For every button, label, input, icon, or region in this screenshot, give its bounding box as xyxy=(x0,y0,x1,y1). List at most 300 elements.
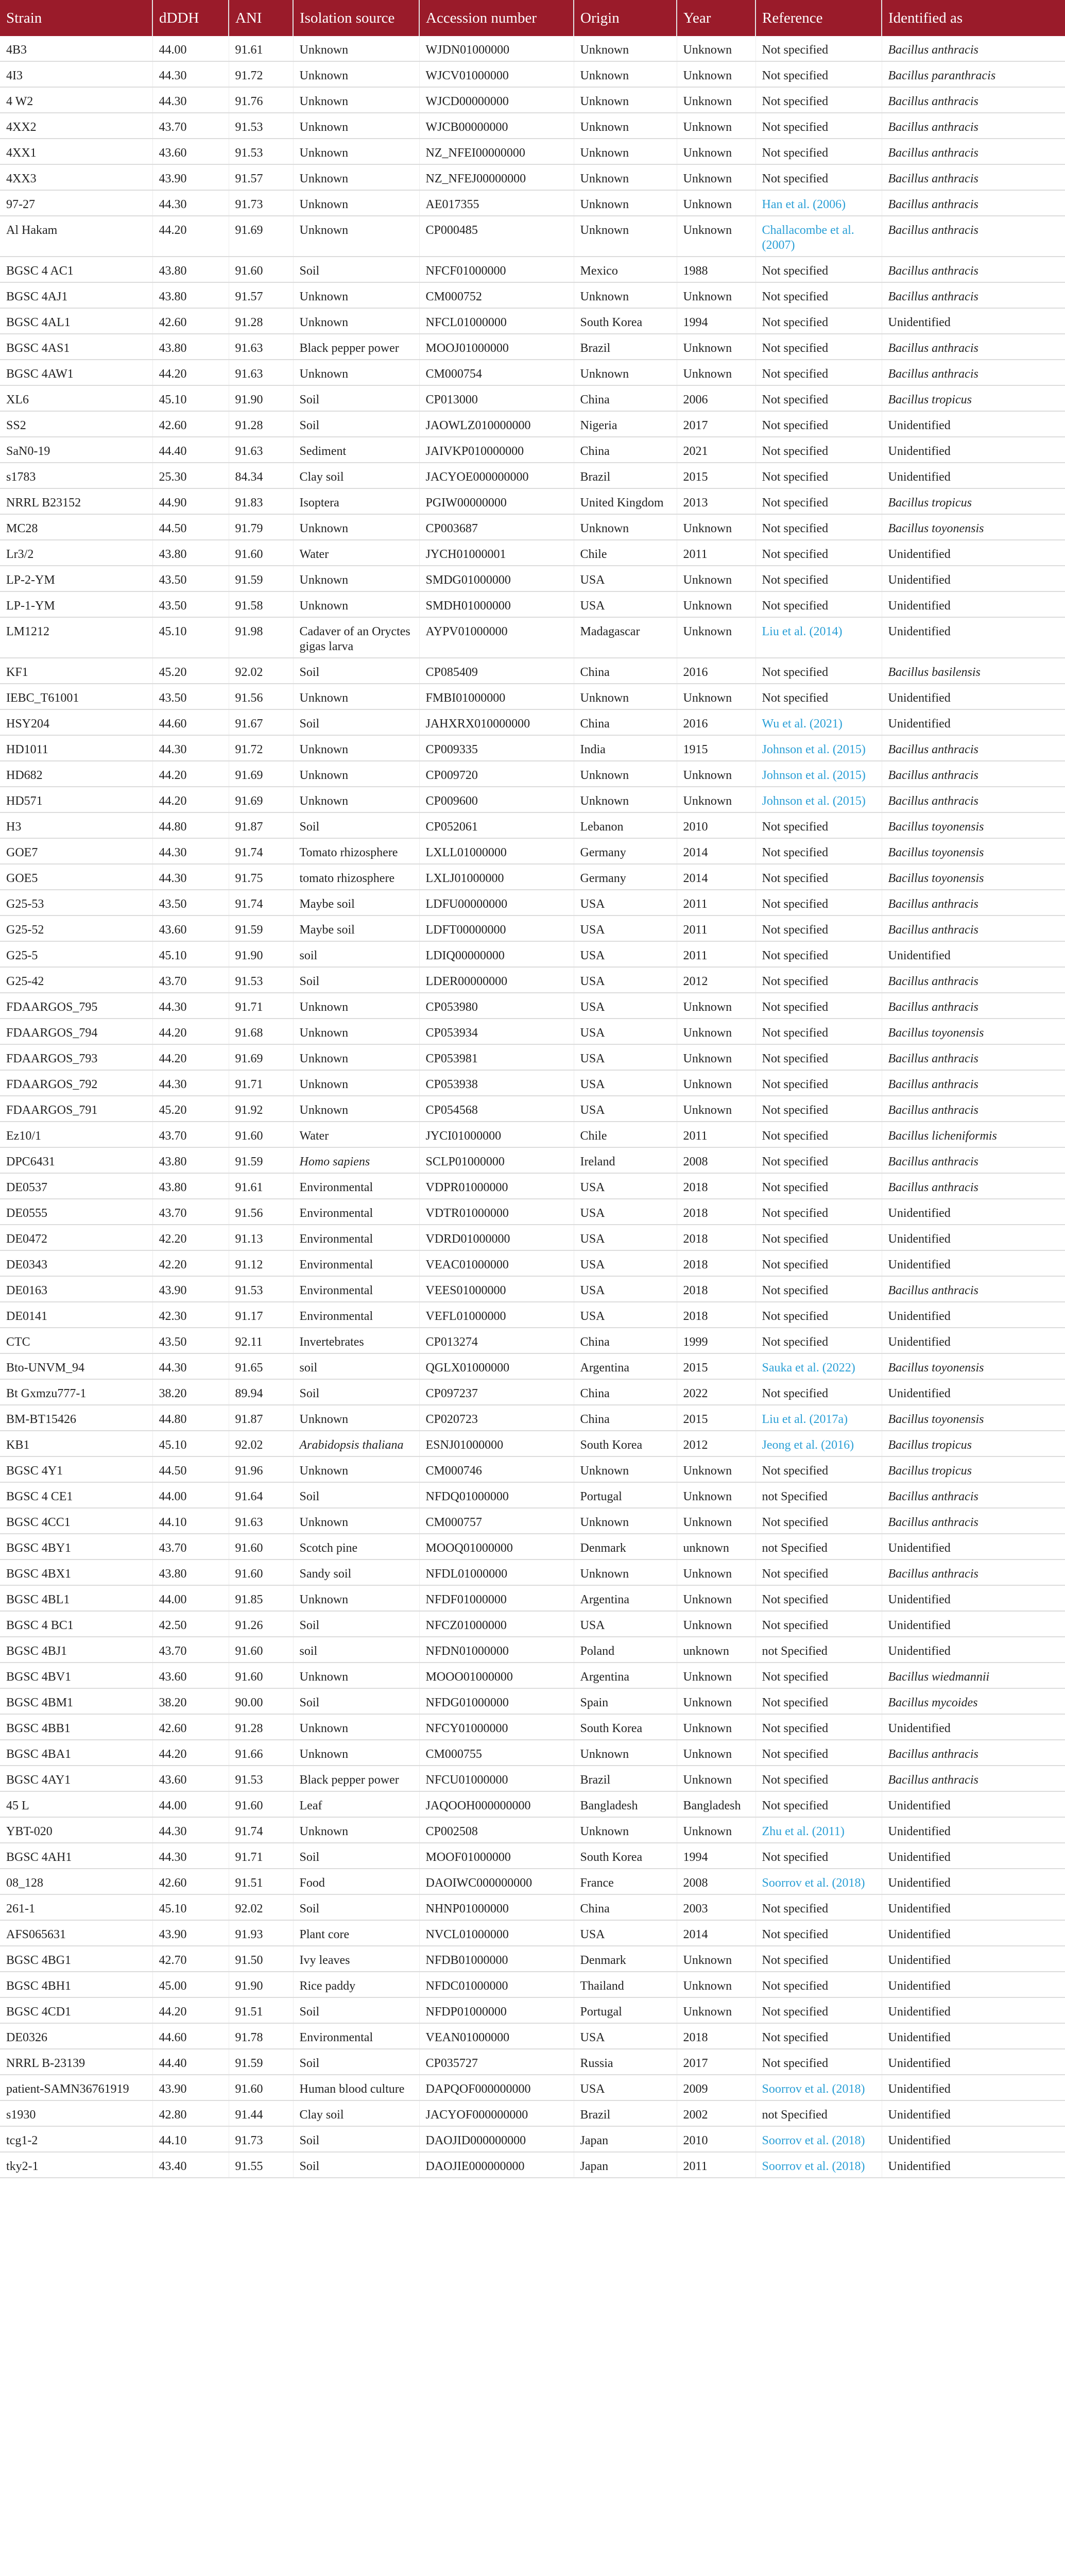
cell-ani: 91.75 xyxy=(229,864,293,890)
cell-strain: G25-52 xyxy=(0,916,152,941)
table-row xyxy=(0,1044,1065,1070)
table-row xyxy=(0,1611,1065,1637)
cell-reference: Not specified xyxy=(755,2049,882,2075)
cell-ani: 91.53 xyxy=(229,967,293,993)
cell-identified-as: Bacillus anthracis xyxy=(882,993,1065,1019)
cell-dddh: 44.40 xyxy=(152,437,229,463)
cell-origin: Nigeria xyxy=(574,411,677,437)
cell-dddh: 43.50 xyxy=(152,566,229,591)
cell-strain: G25-53 xyxy=(0,890,152,916)
table-row xyxy=(0,1250,1065,1276)
cell-origin: USA xyxy=(574,1920,677,1946)
cell-year: 1915 xyxy=(677,735,755,761)
cell-origin: Madagascar xyxy=(574,617,677,658)
cell-reference: Not specified xyxy=(755,1122,882,1147)
table-row xyxy=(0,1946,1065,1972)
cell-isolation-source: Unknown xyxy=(293,87,419,113)
cell-origin: Germany xyxy=(574,838,677,864)
table-row xyxy=(0,1585,1065,1611)
cell-ani: 91.28 xyxy=(229,411,293,437)
cell-ani: 91.69 xyxy=(229,1044,293,1070)
cell-identified-as: Bacillus anthracis xyxy=(882,36,1065,61)
table-row xyxy=(0,1405,1065,1431)
cell-ani: 84.34 xyxy=(229,463,293,488)
cell-identified-as: Bacillus anthracis xyxy=(882,1740,1065,1766)
cell-reference[interactable]: Jeong et al. (2016) xyxy=(755,1431,882,1456)
cell-accession-number: LDFT00000000 xyxy=(419,916,574,941)
cell-accession-number: NFDP01000000 xyxy=(419,1997,574,2023)
cell-identified-as: Bacillus anthracis xyxy=(882,139,1065,164)
cell-reference[interactable]: Soorrov et al. (2018) xyxy=(755,1869,882,1894)
cell-reference: Not specified xyxy=(755,658,882,684)
cell-origin: China xyxy=(574,658,677,684)
cell-origin: USA xyxy=(574,1611,677,1637)
cell-identified-as: Unidentified xyxy=(882,941,1065,967)
cell-isolation-source: Unknown xyxy=(293,1663,419,1688)
cell-ani: 91.44 xyxy=(229,2100,293,2126)
cell-year: Unknown xyxy=(677,36,755,61)
cell-origin: China xyxy=(574,1894,677,1920)
cell-isolation-source: Invertebrates xyxy=(293,1328,419,1353)
cell-reference[interactable]: Zhu et al. (2011) xyxy=(755,1817,882,1843)
cell-year: Unknown xyxy=(677,164,755,190)
cell-dddh: 44.80 xyxy=(152,1405,229,1431)
cell-origin: Unknown xyxy=(574,360,677,385)
cell-identified-as: Bacillus anthracis xyxy=(882,1560,1065,1585)
cell-identified-as: Bacillus toyonensis xyxy=(882,514,1065,540)
cell-accession-number: CM000746 xyxy=(419,1456,574,1482)
cell-origin: Unknown xyxy=(574,1740,677,1766)
cell-isolation-source: Unknown xyxy=(293,1044,419,1070)
cell-reference: Not specified xyxy=(755,1560,882,1585)
cell-origin: USA xyxy=(574,1019,677,1044)
cell-strain: NRRL B23152 xyxy=(0,488,152,514)
cell-dddh: 43.70 xyxy=(152,1637,229,1663)
cell-accession-number: MOOF01000000 xyxy=(419,1843,574,1869)
cell-reference: Not specified xyxy=(755,1070,882,1096)
cell-strain: BGSC 4BX1 xyxy=(0,1560,152,1585)
cell-identified-as: Unidentified xyxy=(882,540,1065,566)
cell-ani: 91.74 xyxy=(229,838,293,864)
cell-identified-as: Bacillus anthracis xyxy=(882,1766,1065,1791)
cell-ani: 91.28 xyxy=(229,308,293,334)
table-row xyxy=(0,463,1065,488)
cell-dddh: 43.50 xyxy=(152,684,229,709)
cell-ani: 91.79 xyxy=(229,514,293,540)
cell-origin: Germany xyxy=(574,864,677,890)
cell-origin: India xyxy=(574,735,677,761)
cell-dddh: 44.80 xyxy=(152,812,229,838)
cell-reference[interactable]: Han et al. (2006) xyxy=(755,190,882,216)
cell-dddh: 38.20 xyxy=(152,1379,229,1405)
cell-isolation-source: Unknown xyxy=(293,566,419,591)
cell-origin: USA xyxy=(574,1225,677,1250)
table-row xyxy=(0,282,1065,308)
cell-origin: Argentina xyxy=(574,1663,677,1688)
cell-isolation-source: Environmental xyxy=(293,1225,419,1250)
cell-strain: KF1 xyxy=(0,658,152,684)
cell-ani: 91.17 xyxy=(229,1302,293,1328)
cell-identified-as: Bacillus anthracis xyxy=(882,890,1065,916)
cell-reference[interactable]: Soorrov et al. (2018) xyxy=(755,2152,882,2178)
cell-ani: 92.11 xyxy=(229,1328,293,1353)
cell-isolation-source: Unknown xyxy=(293,282,419,308)
cell-reference[interactable]: Johnson et al. (2015) xyxy=(755,735,882,761)
cell-strain: 4I3 xyxy=(0,61,152,87)
cell-strain: BGSC 4 AC1 xyxy=(0,257,152,282)
cell-accession-number: CP053981 xyxy=(419,1044,574,1070)
cell-origin: Lebanon xyxy=(574,812,677,838)
cell-reference[interactable]: Johnson et al. (2015) xyxy=(755,761,882,787)
cell-strain: BGSC 4BM1 xyxy=(0,1688,152,1714)
cell-reference: Not specified xyxy=(755,139,882,164)
cell-origin: Unknown xyxy=(574,113,677,139)
cell-identified-as: Bacillus toyonensis xyxy=(882,864,1065,890)
cell-ani: 91.63 xyxy=(229,1508,293,1534)
cell-reference: Not specified xyxy=(755,864,882,890)
cell-ani: 91.92 xyxy=(229,1096,293,1122)
cell-year: Unknown xyxy=(677,1817,755,1843)
cell-identified-as: Unidentified xyxy=(882,1894,1065,1920)
cell-strain: BGSC 4BG1 xyxy=(0,1946,152,1972)
cell-identified-as: Bacillus toyonensis xyxy=(882,1019,1065,1044)
cell-strain: G25-42 xyxy=(0,967,152,993)
cell-accession-number: CP009600 xyxy=(419,787,574,812)
cell-strain: DE0326 xyxy=(0,2023,152,2049)
cell-reference: Not specified xyxy=(755,1044,882,1070)
table-row xyxy=(0,2100,1065,2126)
cell-strain: BGSC 4BJ1 xyxy=(0,1637,152,1663)
cell-year: 2022 xyxy=(677,1379,755,1405)
cell-reference: Not specified xyxy=(755,87,882,113)
cell-year: 2014 xyxy=(677,838,755,864)
table-row xyxy=(0,1869,1065,1894)
cell-year: Unknown xyxy=(677,1019,755,1044)
cell-strain: Lr3/2 xyxy=(0,540,152,566)
cell-ani: 91.85 xyxy=(229,1585,293,1611)
table-row xyxy=(0,1688,1065,1714)
cell-dddh: 44.30 xyxy=(152,735,229,761)
table-row xyxy=(0,941,1065,967)
cell-dddh: 43.70 xyxy=(152,1534,229,1560)
cell-year: Unknown xyxy=(677,1714,755,1740)
table-row xyxy=(0,591,1065,617)
table-row xyxy=(0,1019,1065,1044)
cell-ani: 92.02 xyxy=(229,1894,293,1920)
cell-isolation-source: Environmental xyxy=(293,1199,419,1225)
cell-identified-as: Unidentified xyxy=(882,709,1065,735)
cell-reference: Not specified xyxy=(755,684,882,709)
cell-strain: 4 W2 xyxy=(0,87,152,113)
cell-reference: Not specified xyxy=(755,1946,882,1972)
cell-origin: South Korea xyxy=(574,1714,677,1740)
cell-origin: Unknown xyxy=(574,61,677,87)
cell-accession-number: AYPV01000000 xyxy=(419,617,574,658)
cell-accession-number: JYCH01000001 xyxy=(419,540,574,566)
cell-dddh: 42.60 xyxy=(152,411,229,437)
table-row xyxy=(0,2049,1065,2075)
cell-origin: Unknown xyxy=(574,1560,677,1585)
cell-reference[interactable]: Soorrov et al. (2018) xyxy=(755,2075,882,2100)
cell-dddh: 42.60 xyxy=(152,1869,229,1894)
cell-strain: HSY204 xyxy=(0,709,152,735)
cell-origin: United Kingdom xyxy=(574,488,677,514)
cell-identified-as: Unidentified xyxy=(882,463,1065,488)
cell-reference[interactable]: Liu et al. (2017a) xyxy=(755,1405,882,1431)
cell-ani: 91.50 xyxy=(229,1946,293,1972)
table-row xyxy=(0,1353,1065,1379)
cell-dddh: 44.00 xyxy=(152,36,229,61)
cell-accession-number: CP097237 xyxy=(419,1379,574,1405)
cell-strain: G25-5 xyxy=(0,941,152,967)
cell-reference: Not specified xyxy=(755,838,882,864)
cell-accession-number: LXLJ01000000 xyxy=(419,864,574,890)
cell-reference: Not specified xyxy=(755,1766,882,1791)
cell-dddh: 45.20 xyxy=(152,658,229,684)
cell-year: Unknown xyxy=(677,113,755,139)
cell-year: 2018 xyxy=(677,1225,755,1250)
cell-reference[interactable]: Soorrov et al. (2018) xyxy=(755,2126,882,2152)
cell-strain: LP-2-YM xyxy=(0,566,152,591)
cell-origin: Thailand xyxy=(574,1972,677,1997)
cell-isolation-source: Black pepper power xyxy=(293,1766,419,1791)
cell-reference: Not specified xyxy=(755,1225,882,1250)
cell-accession-number: JACYOE000000000 xyxy=(419,463,574,488)
cell-ani: 91.63 xyxy=(229,437,293,463)
cell-isolation-source: Maybe soil xyxy=(293,916,419,941)
cell-strain: MC28 xyxy=(0,514,152,540)
cell-ani: 91.90 xyxy=(229,1972,293,1997)
cell-dddh: 45.00 xyxy=(152,1972,229,1997)
cell-strain: SaN0-19 xyxy=(0,437,152,463)
cell-isolation-source: Sediment xyxy=(293,437,419,463)
table-row xyxy=(0,164,1065,190)
cell-accession-number: VDPR01000000 xyxy=(419,1173,574,1199)
cell-reference: Not specified xyxy=(755,488,882,514)
cell-reference: Not specified xyxy=(755,36,882,61)
cell-identified-as: Unidentified xyxy=(882,1379,1065,1405)
cell-isolation-source: Environmental xyxy=(293,1250,419,1276)
cell-strain: BGSC 4 BC1 xyxy=(0,1611,152,1637)
cell-isolation-source: Unknown xyxy=(293,113,419,139)
cell-dddh: 44.30 xyxy=(152,87,229,113)
table-row xyxy=(0,1714,1065,1740)
cell-accession-number: CM000754 xyxy=(419,360,574,385)
cell-identified-as: Bacillus anthracis xyxy=(882,1508,1065,1534)
cell-strain: BGSC 4BH1 xyxy=(0,1972,152,1997)
cell-year: Unknown xyxy=(677,1096,755,1122)
cell-isolation-source: Unknown xyxy=(293,591,419,617)
cell-reference: Not specified xyxy=(755,61,882,87)
cell-year: Unknown xyxy=(677,1946,755,1972)
cell-reference: Not specified xyxy=(755,1663,882,1688)
cell-accession-number: FMBI01000000 xyxy=(419,684,574,709)
cell-year: Unknown xyxy=(677,617,755,658)
cell-origin: Brazil xyxy=(574,2100,677,2126)
cell-origin: USA xyxy=(574,1044,677,1070)
cell-isolation-source: tomato rhizosphere xyxy=(293,864,419,890)
table-row xyxy=(0,1843,1065,1869)
cell-identified-as: Unidentified xyxy=(882,1920,1065,1946)
cell-identified-as: Unidentified xyxy=(882,1302,1065,1328)
cell-ani: 91.58 xyxy=(229,591,293,617)
cell-strain: DE0343 xyxy=(0,1250,152,1276)
cell-dddh: 43.60 xyxy=(152,916,229,941)
cell-strain: tky2-1 xyxy=(0,2152,152,2178)
cell-isolation-source: Soil xyxy=(293,257,419,282)
cell-year: Unknown xyxy=(677,1766,755,1791)
cell-ani: 91.69 xyxy=(229,216,293,257)
header-row xyxy=(0,0,1065,36)
cell-isolation-source: Soil xyxy=(293,1843,419,1869)
table-row xyxy=(0,864,1065,890)
cell-strain: BGSC 4CD1 xyxy=(0,1997,152,2023)
cell-isolation-source: Unknown xyxy=(293,216,419,257)
cell-ani: 91.60 xyxy=(229,1637,293,1663)
cell-strain: FDAARGOS_791 xyxy=(0,1096,152,1122)
cell-dddh: 45.10 xyxy=(152,1431,229,1456)
cell-origin: China xyxy=(574,1405,677,1431)
cell-reference: Not specified xyxy=(755,812,882,838)
cell-reference: Not specified xyxy=(755,1688,882,1714)
cell-strain: BGSC 4AW1 xyxy=(0,360,152,385)
cell-ani: 91.68 xyxy=(229,1019,293,1044)
cell-year: Unknown xyxy=(677,61,755,87)
cell-identified-as: Bacillus anthracis xyxy=(882,360,1065,385)
header-year: Year xyxy=(677,0,755,36)
cell-ani: 91.51 xyxy=(229,1997,293,2023)
cell-origin: Portugal xyxy=(574,1482,677,1508)
cell-dddh: 44.40 xyxy=(152,2049,229,2075)
cell-origin: Unknown xyxy=(574,514,677,540)
cell-year: Unknown xyxy=(677,1740,755,1766)
cell-isolation-source: Environmental xyxy=(293,1173,419,1199)
cell-identified-as: Bacillus anthracis xyxy=(882,761,1065,787)
cell-isolation-source: Unknown xyxy=(293,1405,419,1431)
cell-isolation-source: Unknown xyxy=(293,787,419,812)
cell-reference: Not specified xyxy=(755,1173,882,1199)
cell-isolation-source: Rice paddy xyxy=(293,1972,419,1997)
cell-dddh: 43.80 xyxy=(152,540,229,566)
cell-strain: SS2 xyxy=(0,411,152,437)
cell-year: Unknown xyxy=(677,787,755,812)
cell-dddh: 43.80 xyxy=(152,334,229,360)
cell-origin: USA xyxy=(574,1302,677,1328)
cell-reference[interactable]: Johnson et al. (2015) xyxy=(755,787,882,812)
cell-reference: Not specified xyxy=(755,113,882,139)
cell-year: 2018 xyxy=(677,1173,755,1199)
cell-reference: Not specified xyxy=(755,890,882,916)
cell-strain: 4XX2 xyxy=(0,113,152,139)
cell-reference: Not specified xyxy=(755,1611,882,1637)
cell-isolation-source: Unknown xyxy=(293,1070,419,1096)
table-row xyxy=(0,1997,1065,2023)
cell-dddh: 42.80 xyxy=(152,2100,229,2126)
cell-accession-number: QGLX01000000 xyxy=(419,1353,574,1379)
cell-ani: 91.78 xyxy=(229,2023,293,2049)
cell-dddh: 43.90 xyxy=(152,164,229,190)
cell-year: 2010 xyxy=(677,812,755,838)
table-row xyxy=(0,488,1065,514)
cell-accession-number: LDER00000000 xyxy=(419,967,574,993)
table-row xyxy=(0,360,1065,385)
cell-dddh: 44.10 xyxy=(152,1508,229,1534)
cell-reference[interactable]: Wu et al. (2021) xyxy=(755,709,882,735)
table-row xyxy=(0,761,1065,787)
cell-reference[interactable]: Liu et al. (2014) xyxy=(755,617,882,658)
cell-dddh: 43.60 xyxy=(152,1663,229,1688)
cell-origin: China xyxy=(574,709,677,735)
cell-isolation-source: Ivy leaves xyxy=(293,1946,419,1972)
cell-year: 2014 xyxy=(677,1920,755,1946)
cell-identified-as: Bacillus anthracis xyxy=(882,967,1065,993)
cell-ani: 91.55 xyxy=(229,2152,293,2178)
cell-dddh: 43.70 xyxy=(152,113,229,139)
table-row xyxy=(0,514,1065,540)
cell-isolation-source: Soil xyxy=(293,709,419,735)
cell-strain: BGSC 4BA1 xyxy=(0,1740,152,1766)
cell-reference: Not specified xyxy=(755,1147,882,1173)
cell-origin: Argentina xyxy=(574,1353,677,1379)
cell-isolation-source: Soil xyxy=(293,2049,419,2075)
cell-reference[interactable]: Challacombe et al. (2007) xyxy=(755,216,882,257)
cell-accession-number: NFCU01000000 xyxy=(419,1766,574,1791)
cell-accession-number: SMDH01000000 xyxy=(419,591,574,617)
cell-accession-number: NFCL01000000 xyxy=(419,308,574,334)
table-row xyxy=(0,1817,1065,1843)
cell-reference: Not specified xyxy=(755,1740,882,1766)
cell-identified-as: Unidentified xyxy=(882,437,1065,463)
cell-isolation-source: Soil xyxy=(293,411,419,437)
cell-dddh: 43.80 xyxy=(152,1147,229,1173)
cell-accession-number: CP013000 xyxy=(419,385,574,411)
cell-reference: Not specified xyxy=(755,282,882,308)
table-row xyxy=(0,1122,1065,1147)
cell-isolation-source: Cadaver of an Oryctes gigas larva xyxy=(293,617,419,658)
cell-dddh: 42.20 xyxy=(152,1225,229,1250)
cell-ani: 91.74 xyxy=(229,1817,293,1843)
cell-accession-number: DAOJID000000000 xyxy=(419,2126,574,2152)
cell-isolation-source: Isoptera xyxy=(293,488,419,514)
cell-accession-number: NFDN01000000 xyxy=(419,1637,574,1663)
cell-reference[interactable]: Sauka et al. (2022) xyxy=(755,1353,882,1379)
cell-strain: BGSC 4Y1 xyxy=(0,1456,152,1482)
table-row xyxy=(0,1894,1065,1920)
cell-isolation-source: Unknown xyxy=(293,1508,419,1534)
cell-reference: Not specified xyxy=(755,1328,882,1353)
cell-dddh: 45.20 xyxy=(152,1096,229,1122)
cell-origin: Unknown xyxy=(574,164,677,190)
cell-strain: NRRL B-23139 xyxy=(0,2049,152,2075)
table-row xyxy=(0,139,1065,164)
cell-identified-as: Bacillus anthracis xyxy=(882,164,1065,190)
cell-dddh: 43.90 xyxy=(152,1920,229,1946)
cell-origin: USA xyxy=(574,2075,677,2100)
header-accession-number: Accession number xyxy=(419,0,574,36)
cell-strain: FDAARGOS_792 xyxy=(0,1070,152,1096)
cell-reference: Not specified xyxy=(755,1920,882,1946)
cell-isolation-source: Unknown xyxy=(293,36,419,61)
cell-year: Unknown xyxy=(677,1070,755,1096)
cell-ani: 91.73 xyxy=(229,2126,293,2152)
cell-identified-as: Bacillus tropicus xyxy=(882,488,1065,514)
cell-dddh: 43.90 xyxy=(152,1276,229,1302)
cell-strain: DE0163 xyxy=(0,1276,152,1302)
cell-strain: DE0141 xyxy=(0,1302,152,1328)
cell-accession-number: CP009720 xyxy=(419,761,574,787)
cell-dddh: 42.50 xyxy=(152,1611,229,1637)
cell-accession-number: NFDC01000000 xyxy=(419,1972,574,1997)
